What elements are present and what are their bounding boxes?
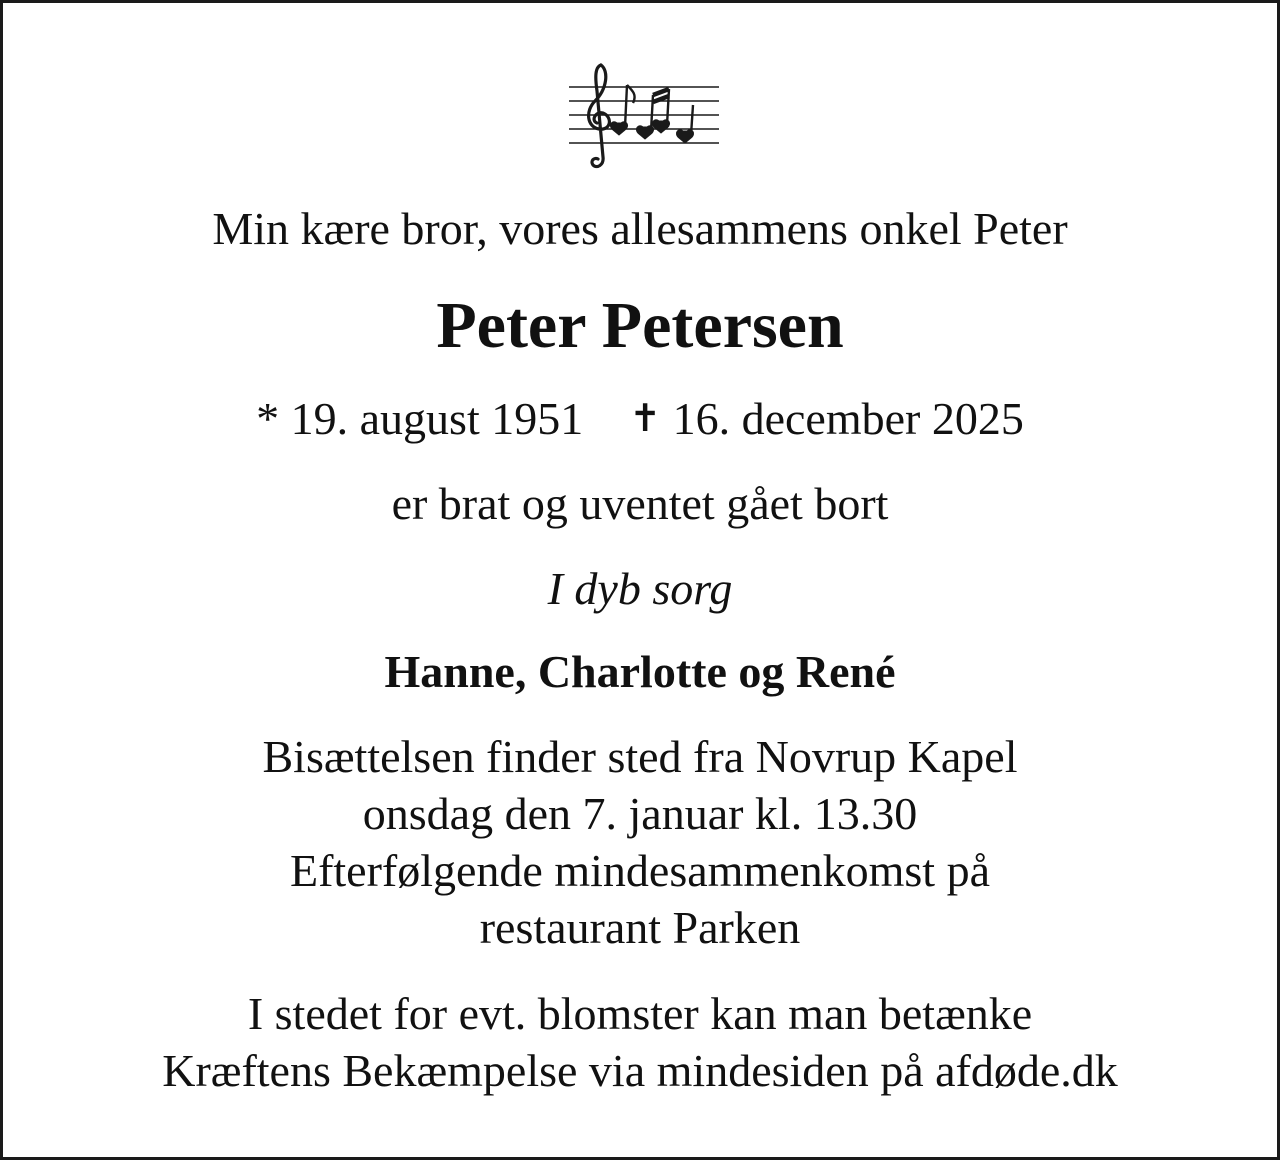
passing-text: er brat og uventet gået bort	[391, 478, 889, 529]
death-date: 16. december 2025	[672, 393, 1024, 444]
service-line: onsdag den 7. januar kl. 13.30	[362, 788, 918, 839]
music-notes-staff-icon	[563, 61, 723, 177]
flowers-line: Kræftens Bekæmpelse via mindesiden på afdøde.dk	[162, 1045, 1118, 1096]
intro-text: Min kære bror, vores allesammens onkel Peter	[212, 203, 1068, 254]
flowers-info	[3, 985, 1277, 1099]
family-names: Hanne, Charlotte og René	[384, 646, 896, 697]
deceased-name: Peter Petersen	[436, 289, 844, 362]
cross-icon: ✝	[629, 396, 662, 440]
service-line: restaurant Parken	[479, 902, 801, 953]
service-info	[3, 728, 1277, 956]
birth-date: 19. august 1951	[290, 393, 584, 444]
birth-symbol: *	[256, 393, 280, 444]
flowers-line: I stedet for evt. blomster kan man betænke	[247, 988, 1033, 1039]
service-line: Efterfølgende mindesammenkomst på	[289, 845, 991, 896]
life-dates	[3, 393, 1277, 444]
service-line: Bisættelsen finder sted fra Novrup Kapel	[262, 731, 1018, 782]
grief-text: I dyb sorg	[547, 563, 733, 614]
